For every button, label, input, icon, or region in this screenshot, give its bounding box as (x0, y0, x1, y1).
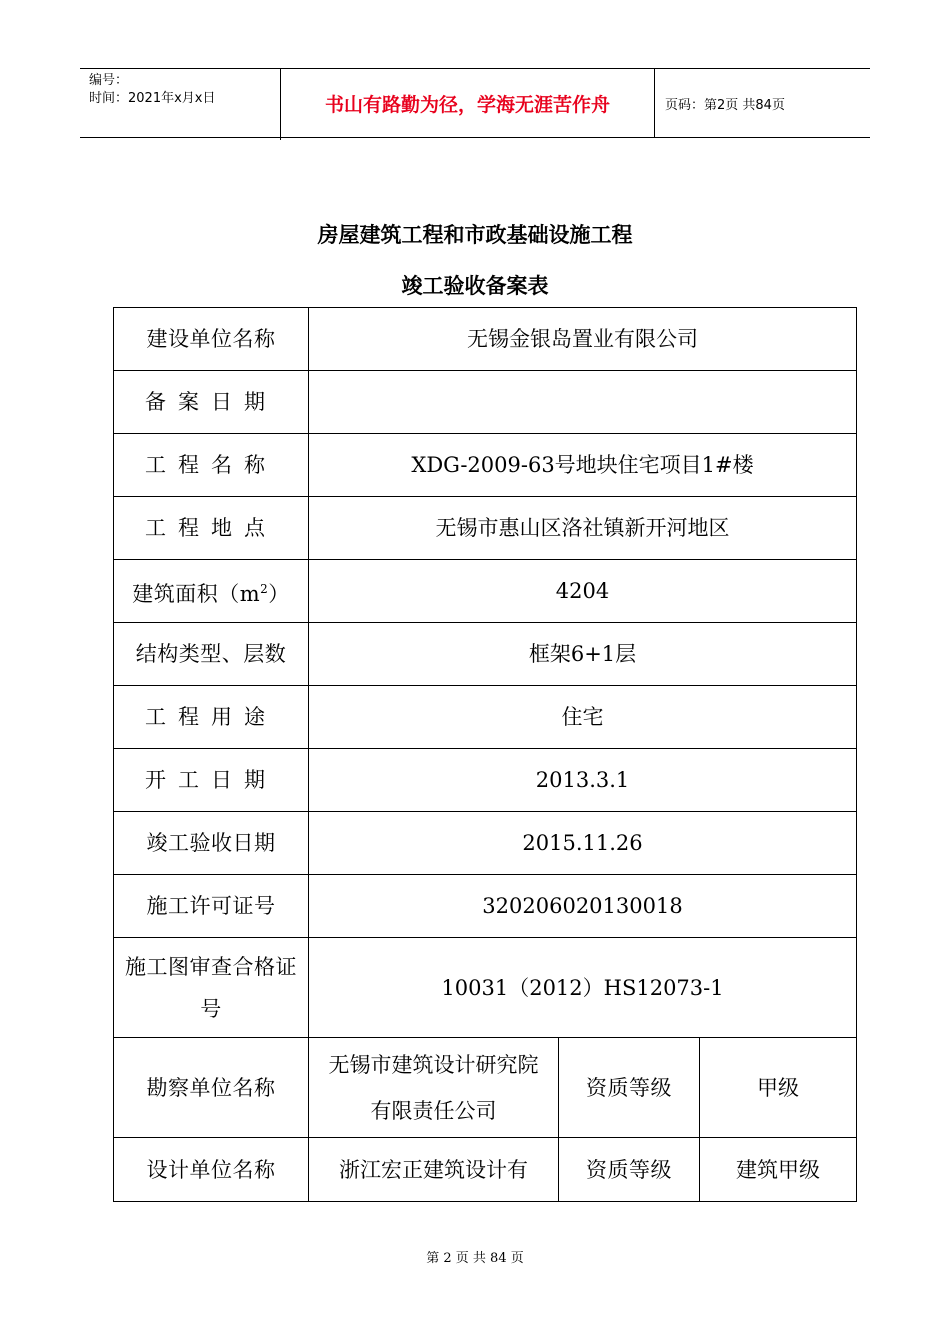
row-value-structure: 框架6+1层 (309, 623, 857, 686)
table-row (114, 938, 857, 1038)
row-label-design-unit: 设计单位名称 (114, 1138, 309, 1202)
row-value-filing-date (309, 371, 857, 434)
table-row (114, 686, 857, 749)
row-label-project-location: 工程地点 (114, 497, 309, 560)
row-label-usage: 工程用途 (114, 686, 309, 749)
table-row (114, 623, 857, 686)
floor-area-label-tail: ） (268, 581, 290, 606)
document-subtitle: 竣工验收备案表 (401, 273, 549, 298)
row-label-start-date: 开工日期 (114, 749, 309, 812)
number-label: 编号： (89, 73, 129, 88)
table-row (114, 434, 857, 497)
row-label-floor-area (114, 560, 309, 623)
table-row (114, 1038, 857, 1138)
design-qualification-value: 建筑甲级 (700, 1138, 857, 1202)
table-row (114, 812, 857, 875)
row-value-start-date: 2013.3.1 (309, 749, 857, 812)
row-value-drawing-cert: 10031（2012）HS12073-1 (309, 938, 857, 1038)
table-row (114, 749, 857, 812)
row-value-project-name: XDG-2009-63号地块住宅项目1#楼 (309, 434, 857, 497)
row-label-acceptance-date: 竣工验收日期 (114, 812, 309, 875)
header-page-info: 页码：第2页 共84页 (665, 97, 785, 113)
row-value-design-unit: 浙江宏正建筑设计有 (309, 1138, 559, 1202)
row-label-builder: 建设单位名称 (114, 308, 309, 371)
row-value-project-location: 无锡市惠山区洛社镇新开河地区 (309, 497, 857, 560)
record-table (113, 307, 857, 1202)
table-row (114, 875, 857, 938)
survey-qualification-value: 甲级 (700, 1038, 857, 1138)
row-label-permit-number: 施工许可证号 (114, 875, 309, 938)
table-row (114, 371, 857, 434)
table-row (114, 1138, 857, 1202)
design-qualification-label: 资质等级 (559, 1138, 700, 1202)
row-label-survey-unit: 勘察单位名称 (114, 1038, 309, 1138)
row-value-acceptance-date: 2015.11.26 (309, 812, 857, 875)
time-label: 时间：2021年x月x日 (89, 91, 216, 106)
page-footer: 第 2 页 共 84 页 (426, 1251, 524, 1266)
document-title: 房屋建筑工程和市政基础设施工程 (317, 222, 633, 247)
header-motto: 书山有路勤为径，学海无涯苦作舟 (281, 69, 655, 137)
row-label-drawing-cert: 施工图审查合格证号 (114, 938, 309, 1038)
table-row (114, 308, 857, 371)
row-label-structure: 结构类型、层数 (114, 623, 309, 686)
row-value-survey-unit: 无锡市建筑设计研究院有限责任公司 (309, 1038, 559, 1138)
floor-area-label-text: 建筑面积（m (132, 581, 261, 606)
row-label-filing-date: 备案日期 (114, 371, 309, 434)
row-value-builder: 无锡金银岛置业有限公司 (309, 308, 857, 371)
header-meta (80, 69, 281, 140)
row-value-usage: 住宅 (309, 686, 857, 749)
survey-qualification-label: 资质等级 (559, 1038, 700, 1138)
table-row (114, 560, 857, 623)
row-label-project-name: 工程名称 (114, 434, 309, 497)
row-value-floor-area: 4204 (309, 560, 857, 623)
table-row (114, 497, 857, 560)
floor-area-unit-exponent: 2 (260, 581, 269, 596)
row-value-permit-number: 320206020130018 (309, 875, 857, 938)
page-header (80, 68, 870, 138)
